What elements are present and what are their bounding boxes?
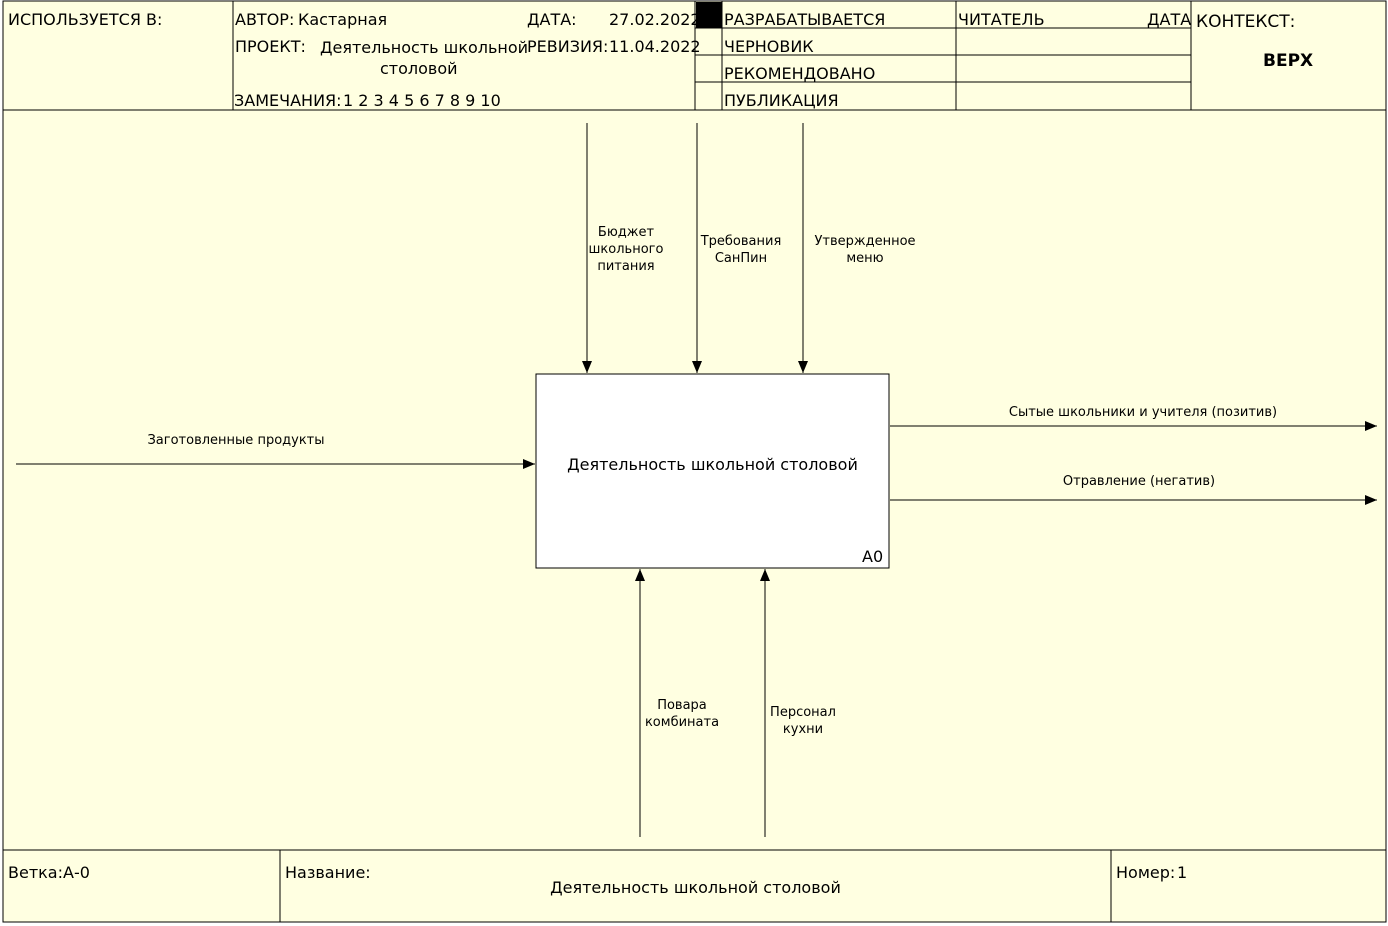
project-label: ПРОЕКТ: [235, 37, 306, 56]
input-label: Заготовленные продукты [147, 433, 325, 448]
revision-label: РЕВИЗИЯ: [527, 37, 609, 56]
author-label: АВТОР: [235, 10, 295, 29]
date-value: 27.02.2022 [609, 10, 701, 29]
context-value: ВЕРХ [1263, 51, 1314, 71]
footer-number-label: Номер: [1116, 863, 1176, 882]
footer-number-value: 1 [1177, 863, 1188, 882]
footer-title-value: Деятельность школьной столовой [550, 878, 841, 897]
notes-label: ЗАМЕЧАНИЯ: [234, 91, 342, 110]
reader-label: ЧИТАТЕЛЬ [958, 10, 1045, 29]
project-line-2: столовой [380, 59, 458, 78]
status-working: РАЗРАБАТЫВАЕТСЯ [724, 10, 886, 29]
output-label-negative: Отравление (негатив) [1062, 474, 1216, 489]
footer-node-label: Ветка: [8, 863, 63, 882]
reader-date-label: ДАТА [1147, 10, 1192, 29]
control-label-sanpin: Требования СанПин [700, 234, 782, 266]
mechanism-label-cooks: Повара комбината [644, 698, 720, 730]
date-label: ДАТА: [527, 10, 577, 29]
control-label-budget: Бюджет школьного питания [588, 225, 664, 274]
status-draft: ЧЕРНОВИК [724, 37, 814, 56]
project-line-1: Деятельность школьной [320, 38, 529, 57]
status-recommended: РЕКОМЕНДОВАНО [724, 64, 876, 83]
context-label: КОНТЕКСТ: [1196, 12, 1296, 32]
mechanism-label-staff: Персонал кухни [770, 705, 836, 737]
control-label-menu: Утвержденное меню [814, 234, 916, 266]
output-label-positive: Сытые школьники и учителя (позитив) [1008, 405, 1278, 420]
used-in-label: ИСПОЛЬЗУЕТСЯ В: [8, 10, 163, 29]
status-publication: ПУБЛИКАЦИЯ [724, 91, 839, 110]
footer-node-value: А-0 [63, 863, 90, 882]
footer-title-label: Название: [285, 863, 371, 882]
activity-id: A0 [862, 547, 884, 566]
revision-value: 11.04.2022 [609, 37, 701, 56]
author-value: Кастарная [298, 10, 388, 29]
notes-value: 1 2 3 4 5 6 7 8 9 10 [343, 91, 501, 110]
activity-name: Деятельность школьной столовой [567, 455, 858, 474]
